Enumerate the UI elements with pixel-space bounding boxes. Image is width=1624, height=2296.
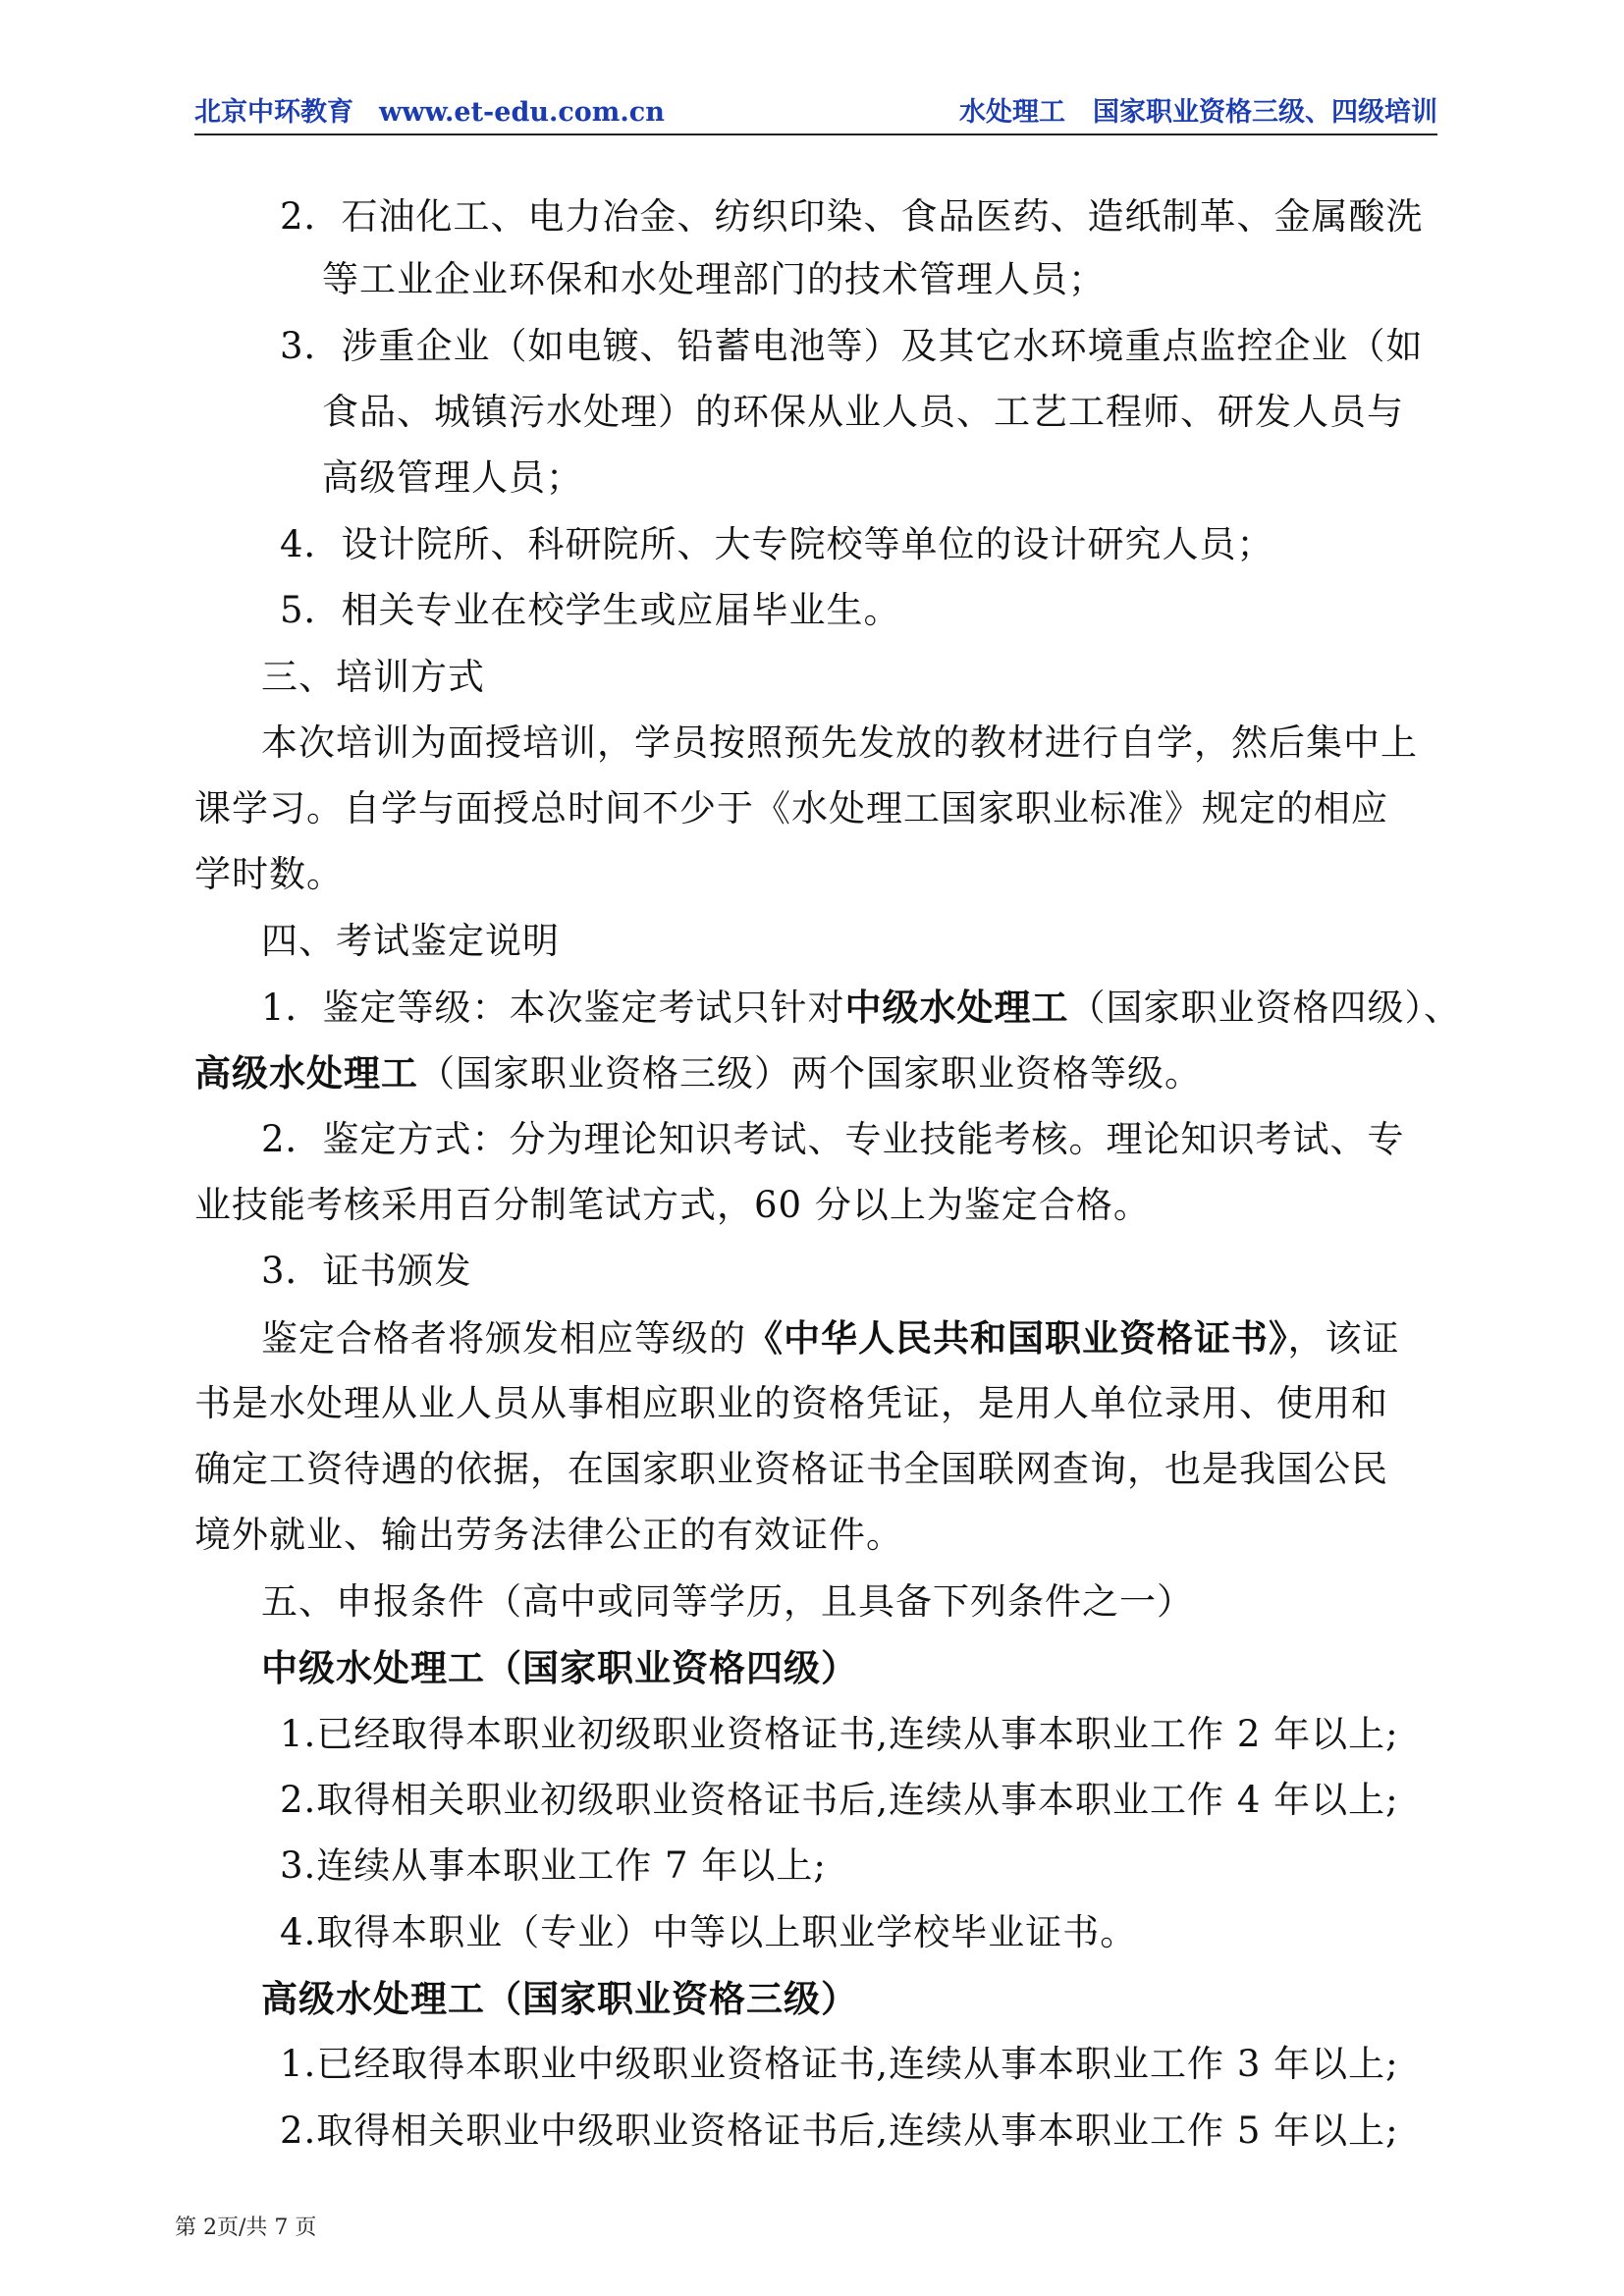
certificate-line1 <box>261 1315 1400 1362</box>
exam-level-high-grade: 高级水处理工 <box>194 1051 418 1095</box>
certificate-line3: 确定工资待遇的依据，在国家职业资格证书全国联网查询，也是我国公民 <box>194 1448 1388 1490</box>
header-left <box>194 90 665 129</box>
adv-grade-title: 高级水处理工（国家职业资格三级） <box>261 1977 858 2020</box>
list-item-3-line2: 食品、城镇污水处理）的环保从业人员、工艺工程师、研发人员与 <box>322 391 1404 433</box>
page-number: 第 2页/共 7 页 <box>175 2216 317 2240</box>
certificate-name: 《中华人民共和国职业资格证书》 <box>746 1316 1288 1360</box>
header-rule <box>194 133 1437 135</box>
exam-level-mid-grade: 中级水处理工 <box>844 986 1069 1029</box>
list-item-3-line1: 3．涉重企业（如电镀、铅蓄电池等）及其它水环境重点监控企业（如 <box>280 325 1424 367</box>
exam-level-line1 <box>261 985 1461 1031</box>
exam-method-line1: 2．鉴定方式：分为理论知识考试、专业技能考核。理论知识考试、专 <box>261 1118 1405 1160</box>
paragraph-3-line1: 本次培训为面授培训，学员按照预先发放的教材进行自学，然后集中上 <box>261 721 1418 764</box>
paragraph-3-line3: 学时数。 <box>194 853 344 895</box>
exam-level-text3: （国家职业资格三级）两个国家职业资格等级。 <box>418 1052 1202 1095</box>
mid-condition-3: 3.连续从事本职业工作 7 年以上; <box>280 1844 827 1887</box>
certificate-heading: 3．证书颁发 <box>261 1250 472 1292</box>
list-item-5: 5．相关专业在校学生或应届毕业生。 <box>280 589 901 631</box>
adv-condition-1: 1.已经取得本职业中级职业资格证书,连续从事本职业工作 3 年以上; <box>280 2043 1399 2085</box>
header-program: 国家职业资格三级、四级培训 <box>1093 97 1437 128</box>
list-item-2-line1: 2．石油化工、电力冶金、纺织印染、食品医药、造纸制革、金属酸洗 <box>280 195 1424 238</box>
exam-method-line2: 业技能考核采用百分制笔试方式，60 分以上为鉴定合格。 <box>194 1184 1151 1226</box>
section-heading-4: 四、考试鉴定说明 <box>261 920 560 962</box>
list-item-2-line2: 等工业企业环保和水处理部门的技术管理人员； <box>322 258 1106 300</box>
mid-condition-2: 2.取得相关职业初级职业资格证书后,连续从事本职业工作 4 年以上; <box>280 1779 1399 1821</box>
certificate-text: 鉴定合格者将颁发相应等级的 <box>261 1317 746 1360</box>
exam-level-text: 1．鉴定等级：本次鉴定考试只针对 <box>261 987 845 1029</box>
certificate-line2: 书是水处理从业人员从事相应职业的资格凭证，是用人单位录用、使用和 <box>194 1382 1388 1424</box>
page-header <box>194 90 1437 133</box>
mid-condition-4: 4.取得本职业（专业）中等以上职业学校毕业证书。 <box>280 1911 1138 1953</box>
mid-grade-title: 中级水处理工（国家职业资格四级） <box>261 1646 858 1689</box>
paragraph-3-line2: 课学习。自学与面授总时间不少于《水处理工国家职业标准》规定的相应 <box>194 787 1388 829</box>
header-course: 水处理工 <box>959 97 1065 128</box>
certificate-text2: ，该证 <box>1287 1317 1400 1360</box>
section-heading-5 <box>261 1579 1194 1625</box>
section-heading-3: 三、培训方式 <box>261 656 485 698</box>
mid-condition-1: 1.已经取得本职业初级职业资格证书,连续从事本职业工作 2 年以上; <box>280 1713 1399 1755</box>
certificate-line4: 境外就业、输出劳务法律公正的有效证件。 <box>194 1514 903 1556</box>
list-item-4: 4．设计院所、科研院所、大专院校等单位的设计研究人员； <box>280 523 1274 565</box>
section-heading-5-note: （高中或同等学历，且具备下列条件之一） <box>485 1580 1194 1623</box>
adv-condition-2: 2.取得相关职业中级职业资格证书后,连续从事本职业工作 5 年以上; <box>280 2109 1399 2152</box>
exam-level-line2 <box>194 1050 1202 1096</box>
header-url[interactable]: www.et-edu.com.cn <box>379 97 665 128</box>
list-item-3-line3: 高级管理人员； <box>322 456 583 499</box>
exam-level-text2: （国家职业资格四级）、 <box>1068 987 1462 1029</box>
header-right <box>959 90 1437 129</box>
section-heading-5-title: 五、申报条件 <box>261 1580 485 1623</box>
header-org: 北京中环教育 <box>194 97 353 128</box>
